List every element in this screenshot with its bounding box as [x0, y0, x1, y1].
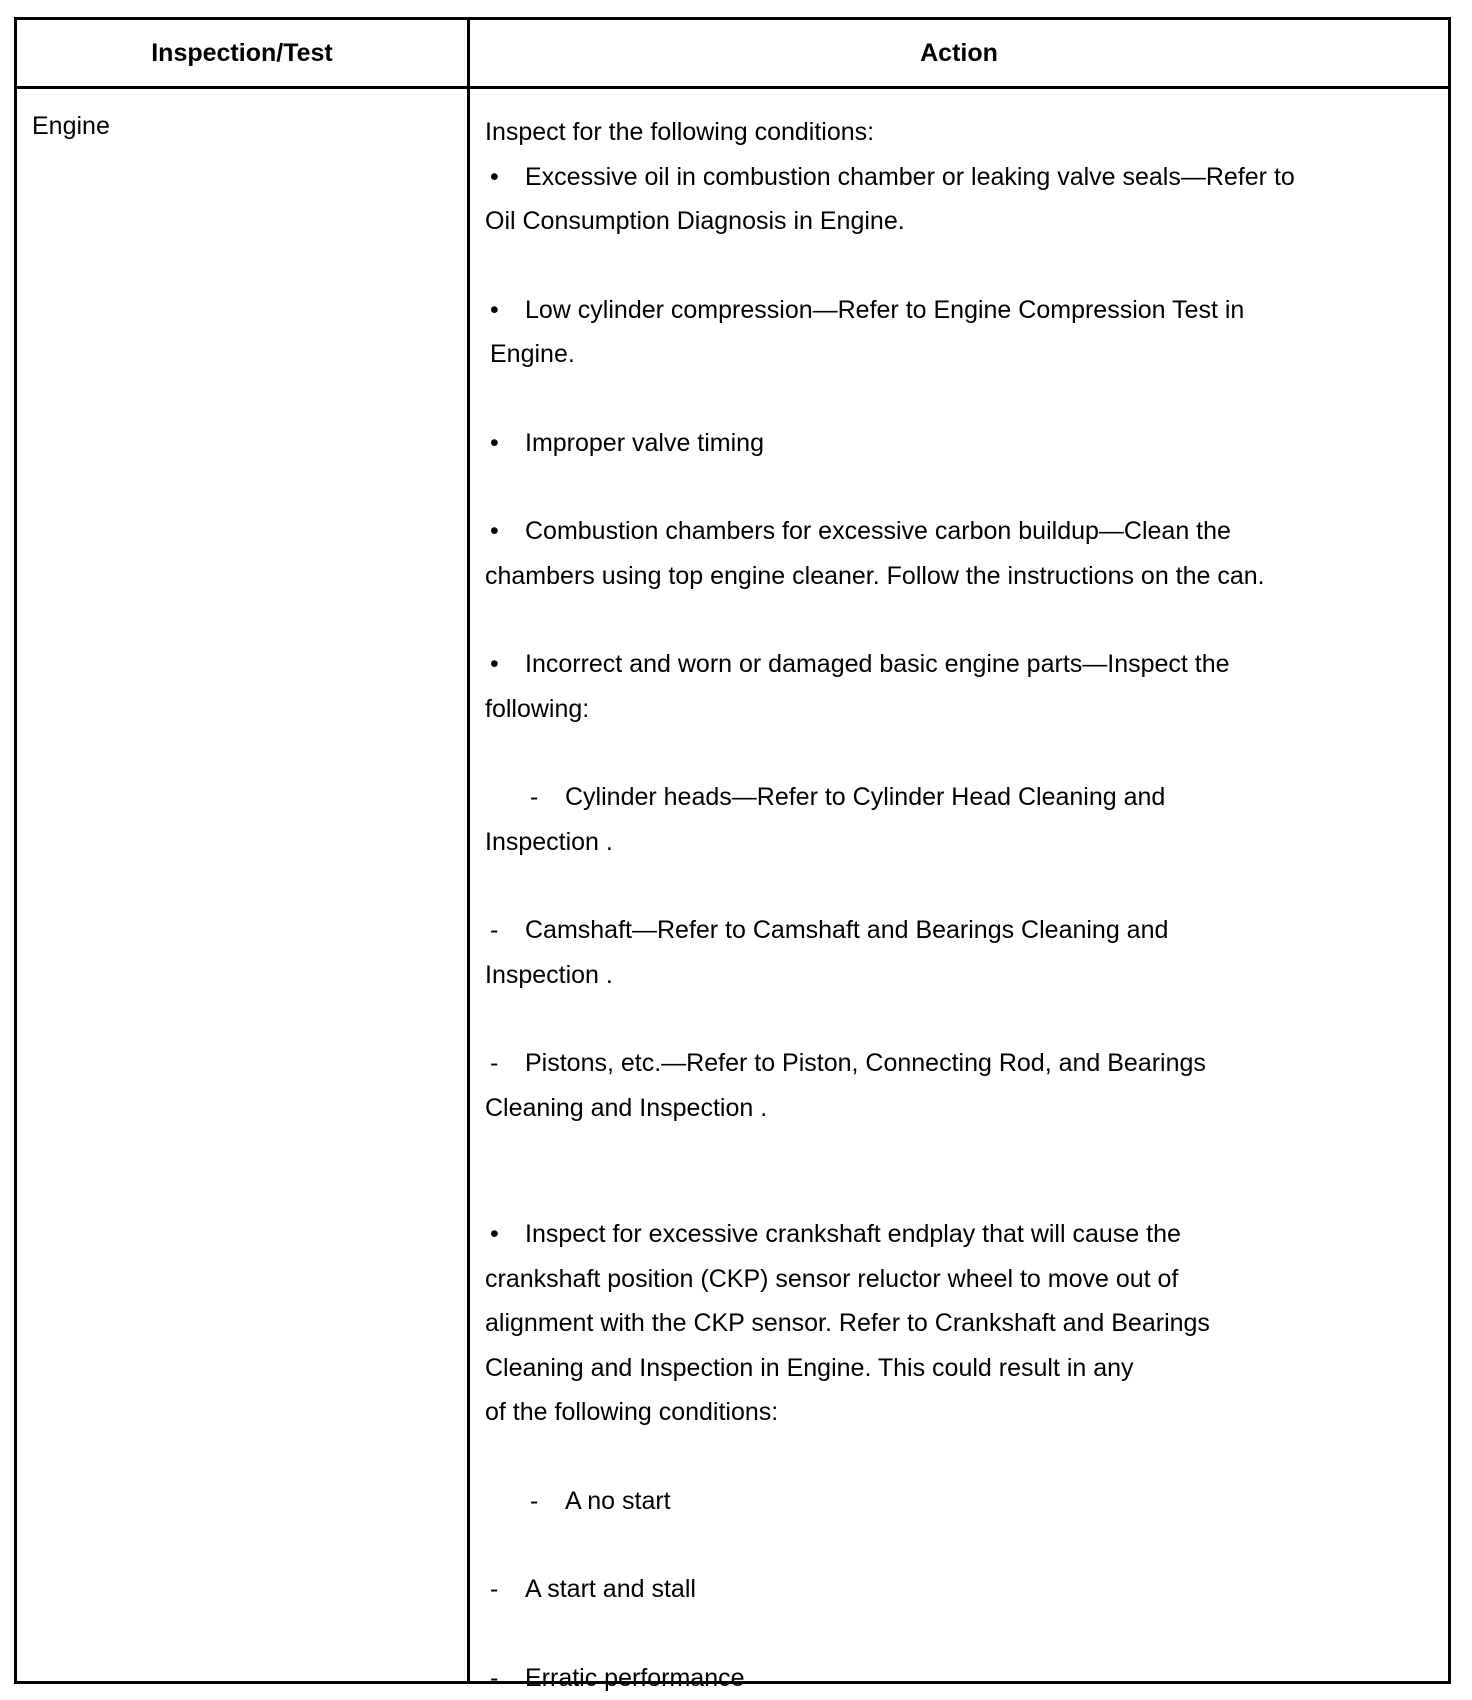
bullet-item-continued: following: — [485, 694, 590, 723]
bullet-item-continued: chambers using top engine cleaner. Follow the instructions on the can. — [485, 561, 1265, 590]
bullet-icon: • — [490, 517, 499, 545]
sub-item-continued: Inspection . — [485, 960, 613, 989]
sub-item-continued: Inspection . — [485, 827, 613, 856]
header-divider — [17, 86, 1448, 89]
bullet-item: • Low cylinder compression—Refer to Engine Compression Test in — [485, 288, 1425, 333]
bullet-item: • Excessive oil in combustion chamber or leaking valve seals—Refer to — [485, 155, 1425, 200]
condition-item: - Erratic performance — [485, 1656, 1425, 1700]
dash-icon: - — [530, 1486, 539, 1515]
bullet-item: • Incorrect and worn or damaged basic engine parts—Inspect the — [485, 642, 1425, 687]
header-inspection-test: Inspection/Test — [151, 38, 333, 67]
inspection-cell-engine: Engine — [32, 112, 110, 140]
bullet-item-continued: alignment with the CKP sensor. Refer to Crankshaft and Bearings — [485, 1309, 1210, 1337]
sub-item: - Cylinder heads—Refer to Cylinder Head Cleaning and — [485, 775, 1425, 820]
action-cell — [485, 110, 1425, 1700]
inspection-table — [14, 17, 1451, 1692]
bullet-item-continued: Cleaning and Inspection in Engine. This could result in any — [485, 1353, 1134, 1382]
bullet-icon: • — [490, 428, 499, 457]
bullet-item-continued: Oil Consumption Diagnosis in Engine. — [485, 207, 905, 235]
dash-icon: - — [490, 1049, 499, 1077]
condition-item: - A start and stall — [485, 1567, 1425, 1612]
bullet-item: • Combustion chambers for excessive carbon buildup—Clean the — [485, 509, 1425, 554]
sub-item: - Camshaft—Refer to Camshaft and Bearings Cleaning and — [485, 908, 1425, 953]
bullet-item: • Improper valve timing — [485, 421, 1425, 466]
header-action: Action — [920, 38, 998, 67]
sub-item-continued: Cleaning and Inspection . — [485, 1093, 768, 1122]
column-divider — [467, 20, 470, 1681]
bullet-item-continued: of the following conditions: — [485, 1398, 779, 1426]
dash-icon: - — [530, 783, 539, 811]
condition-item: - A no start — [485, 1479, 1425, 1524]
bullet-item: • Inspect for excessive crankshaft endplay that will cause the — [485, 1212, 1425, 1257]
dash-icon: - — [490, 1575, 499, 1603]
bullet-icon: • — [490, 1220, 499, 1248]
bullet-item-continued: crankshaft position (CKP) sensor reluctor wheel to move out of — [485, 1264, 1179, 1293]
dash-icon: - — [490, 916, 499, 944]
bullet-icon: • — [490, 650, 499, 678]
bullet-icon: • — [490, 162, 499, 191]
bullet-item-continued: Engine. — [490, 340, 575, 368]
sub-item: - Pistons, etc.—Refer to Piston, Connecting Rod, and Bearings — [485, 1041, 1425, 1086]
action-intro: Inspect for the following conditions: — [485, 118, 875, 146]
dash-icon: - — [490, 1663, 499, 1692]
bullet-icon: • — [490, 295, 499, 324]
